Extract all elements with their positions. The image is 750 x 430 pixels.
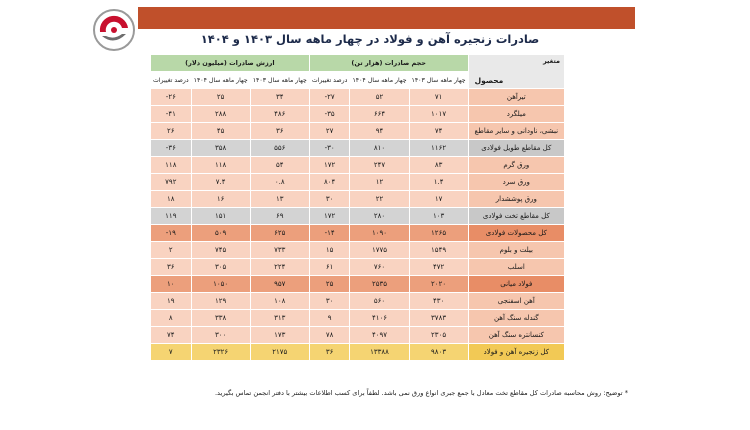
- volume-1404-header: چهار ماهه سال ۱۴۰۴: [350, 72, 409, 89]
- value-cell: ۹۴: [350, 123, 409, 140]
- value-cell: ۴۷۲: [409, 259, 468, 276]
- table-row: [151, 242, 565, 259]
- value-cell: ۱۱۸: [191, 157, 250, 174]
- value-cell: ۸۰۴: [309, 174, 350, 191]
- value-cell: ۱۷۷۵: [350, 242, 409, 259]
- value-cell: ۴۱۰۶: [350, 310, 409, 327]
- value-cell: ۳۶: [151, 259, 192, 276]
- value-cell: ۷: [151, 344, 192, 361]
- value-cell: ۱۴-: [309, 225, 350, 242]
- value-cell: ۱۰۳: [409, 208, 468, 225]
- value-cell: ۶۱: [309, 259, 350, 276]
- value-cell: ۲۶: [151, 123, 192, 140]
- value-cell: ۹: [309, 310, 350, 327]
- value-cell: ۲۲۴: [250, 259, 309, 276]
- value-cell: ۳۱۳: [250, 310, 309, 327]
- value-cell: ۲۰۲۰: [409, 276, 468, 293]
- value-cell: ۱۰: [151, 276, 192, 293]
- value-cell: ۲۱۷۵: [250, 344, 309, 361]
- value-cell: ۱۷۳: [250, 327, 309, 344]
- product-name-cell: بیلت و بلوم: [468, 242, 564, 259]
- table-row: [151, 259, 565, 276]
- product-name-cell: تیرآهن: [468, 89, 564, 106]
- value-cell: ۲: [151, 242, 192, 259]
- value-group-header: ارزش صادرات (میلیون دلار): [151, 55, 310, 72]
- value-cell: ۲۶-: [151, 89, 192, 106]
- value-cell: ۳۶: [309, 344, 350, 361]
- value-cell: ۰.۸: [250, 174, 309, 191]
- value-1403-header: چهار ماهه سال ۱۴۰۳: [250, 72, 309, 89]
- page-title: صادرات زنجیره آهن و فولاد در چهار ماهه سال ۱۴۰۳ و ۱۴۰۴: [200, 32, 540, 46]
- value-cell: ۱۲۶۵: [409, 225, 468, 242]
- product-name-cell: کل زنجیره آهن و فولاد: [468, 344, 564, 361]
- table-row: [151, 157, 565, 174]
- value-cell: ۶۹: [250, 208, 309, 225]
- header-bar: [138, 7, 635, 29]
- value-cell: ۸۱۰: [350, 140, 409, 157]
- product-header: [468, 55, 564, 89]
- value-cell: ۱۸: [151, 191, 192, 208]
- value-cell: ۱.۴: [409, 174, 468, 191]
- value-cell: ۱۰۵۰: [191, 276, 250, 293]
- value-cell: ۱۵: [309, 242, 350, 259]
- product-name-cell: کل محصولات فولادی: [468, 225, 564, 242]
- value-cell: ۲۸۰: [350, 208, 409, 225]
- table-row: [151, 225, 565, 242]
- volume-change-header: درصد تغییرات: [309, 72, 350, 89]
- product-name-cell: ورق پوششدار: [468, 191, 564, 208]
- product-name-cell: گندله سنگ آهن: [468, 310, 564, 327]
- value-cell: ۳۵-: [309, 106, 350, 123]
- value-cell: ۱۵۱: [191, 208, 250, 225]
- value-cell: ۱۶: [191, 191, 250, 208]
- value-cell: ۵۶۰: [350, 293, 409, 310]
- value-cell: ۱۳۳۸۸: [350, 344, 409, 361]
- product-name-cell: کل مقاطع تخت فولادی: [468, 208, 564, 225]
- value-cell: ۱۲: [350, 174, 409, 191]
- value-cell: ۱۰۱۷: [409, 106, 468, 123]
- value-cell: ۸: [151, 310, 192, 327]
- association-logo-icon: [92, 8, 136, 52]
- variable-label: متغیر: [542, 57, 560, 65]
- value-cell: ۳۰۵: [191, 259, 250, 276]
- value-cell: ۳۰: [309, 191, 350, 208]
- product-name-cell: آهن اسفنجی: [468, 293, 564, 310]
- value-cell: ۲۵: [309, 276, 350, 293]
- value-cell: ۲۷-: [309, 89, 350, 106]
- table-row: [151, 310, 565, 327]
- product-name-cell: ورق گرم: [468, 157, 564, 174]
- value-cell: ۴۱-: [151, 106, 192, 123]
- value-cell: ۹۸۰۳: [409, 344, 468, 361]
- product-name-cell: کنسانتره سنگ آهن: [468, 327, 564, 344]
- value-cell: ۱۹-: [151, 225, 192, 242]
- value-cell: ۵۴: [250, 157, 309, 174]
- value-cell: ۴۳۰: [409, 293, 468, 310]
- table-row: [151, 123, 565, 140]
- value-cell: ۲۳۰۵: [409, 327, 468, 344]
- table-row: [151, 208, 565, 225]
- value-cell: ۳۶: [250, 123, 309, 140]
- table-row: [151, 191, 565, 208]
- value-1404-header: چهار ماهه سال ۱۴۰۴: [191, 72, 250, 89]
- product-name-cell: فولاد میانی: [468, 276, 564, 293]
- table-row: [151, 89, 565, 106]
- value-cell: ۵۵۶: [250, 140, 309, 157]
- table-row: [151, 106, 565, 123]
- value-cell: ۳۷۸۳: [409, 310, 468, 327]
- value-cell: ۳۳۸: [191, 310, 250, 327]
- value-cell: ۱۱۹: [151, 208, 192, 225]
- volume-1403-header: چهار ماهه سال ۱۴۰۳: [409, 72, 468, 89]
- value-cell: ۷۴: [151, 327, 192, 344]
- value-cell: ۳۵۸: [191, 140, 250, 157]
- value-cell: ۳۰-: [309, 140, 350, 157]
- value-cell: ۳۰۰: [191, 327, 250, 344]
- value-cell: ۷۱: [409, 89, 468, 106]
- value-cell: ۹۵۷: [250, 276, 309, 293]
- value-cell: ۴۵: [191, 123, 250, 140]
- value-cell: ۷۸: [309, 327, 350, 344]
- product-name-cell: ورق سرد: [468, 174, 564, 191]
- value-cell: ۸۳: [409, 157, 468, 174]
- value-cell: ۲۲: [350, 191, 409, 208]
- value-cell: ۳۴: [250, 89, 309, 106]
- value-cell: ۲۷: [309, 123, 350, 140]
- table-row: [151, 276, 565, 293]
- value-cell: ۲۳۲۶: [191, 344, 250, 361]
- value-change-header: درصد تغییرات: [151, 72, 192, 89]
- product-name-cell: اسلب: [468, 259, 564, 276]
- value-cell: ۱۳: [250, 191, 309, 208]
- value-cell: ۷۶۰: [350, 259, 409, 276]
- value-cell: ۷۹۲: [151, 174, 192, 191]
- value-cell: ۳۰: [309, 293, 350, 310]
- value-cell: ۲۵۳۵: [350, 276, 409, 293]
- value-cell: ۷۴: [409, 123, 468, 140]
- value-cell: ۱۰۸: [250, 293, 309, 310]
- value-cell: ۱۰۹۰: [350, 225, 409, 242]
- product-name-cell: نبشی، ناودانی و سایر مقاطع: [468, 123, 564, 140]
- footnote: * توضیح: روش محاسبه صادرات کل مقاطع تخت معادل با جمع جبری انواع ورق نمی باشد. لطفاً برای کسب اطلاعات بیشتر با دفتر انجمن تماس بگیرید.: [214, 389, 628, 397]
- product-name-cell: میلگرد: [468, 106, 564, 123]
- value-cell: ۳۶-: [151, 140, 192, 157]
- value-cell: ۱۱۸: [151, 157, 192, 174]
- value-cell: ۲۴۷: [350, 157, 409, 174]
- value-cell: ۲۵: [191, 89, 250, 106]
- value-cell: ۶۲۵: [250, 225, 309, 242]
- value-cell: ۵۲: [350, 89, 409, 106]
- value-cell: ۶۶۴: [350, 106, 409, 123]
- value-cell: ۷.۴: [191, 174, 250, 191]
- table-row: [151, 344, 565, 361]
- value-cell: ۴۸۶: [250, 106, 309, 123]
- value-cell: ۱۵۴۹: [409, 242, 468, 259]
- value-cell: ۱۹: [151, 293, 192, 310]
- value-cell: ۱۷۲: [309, 157, 350, 174]
- product-label: محصول: [474, 76, 504, 85]
- table-row: [151, 327, 565, 344]
- value-cell: ۱۲۹: [191, 293, 250, 310]
- volume-group-header: حجم صادرات (هزار تن): [309, 55, 468, 72]
- product-name-cell: کل مقاطع طویل فولادی: [468, 140, 564, 157]
- table-row: [151, 174, 565, 191]
- value-cell: ۲۸۸: [191, 106, 250, 123]
- table-row: [151, 140, 565, 157]
- table-row: [151, 293, 565, 310]
- export-table: [150, 54, 565, 361]
- value-cell: ۷۴۵: [191, 242, 250, 259]
- value-cell: ۴۰۹۷: [350, 327, 409, 344]
- value-cell: ۱۱۶۲: [409, 140, 468, 157]
- value-cell: ۷۳۳: [250, 242, 309, 259]
- value-cell: ۱۷۲: [309, 208, 350, 225]
- value-cell: ۱۷: [409, 191, 468, 208]
- value-cell: ۵۰۹: [191, 225, 250, 242]
